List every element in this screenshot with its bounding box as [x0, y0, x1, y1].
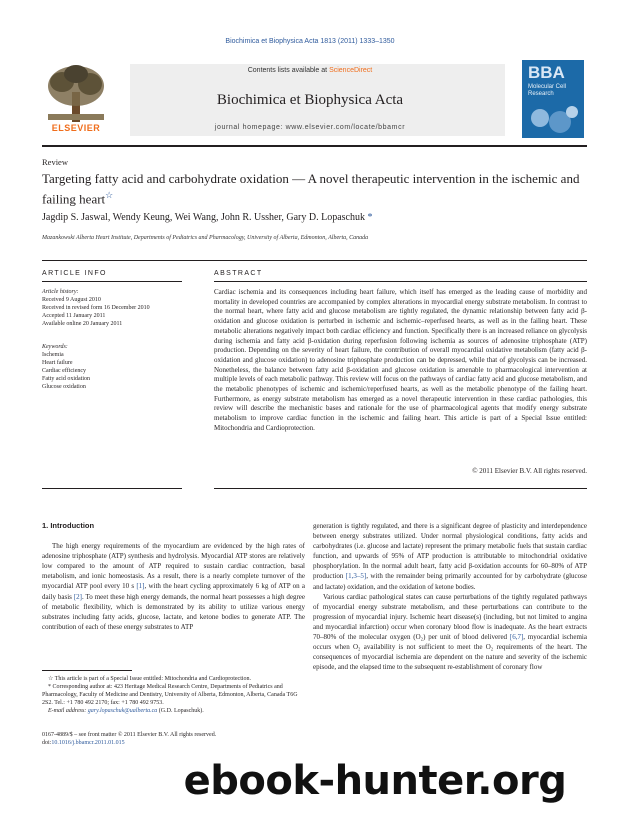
introduction-heading: 1. Introduction [42, 521, 95, 530]
doi-link[interactable]: 10.1016/j.bbamcr.2011.01.015 [51, 740, 125, 746]
cover-subtitle: Molecular Cell Research [528, 84, 567, 97]
keywords [42, 343, 202, 391]
info-rule [42, 281, 182, 282]
title-footnote-mark[interactable]: ☆ [105, 190, 114, 200]
history-label: Article history: [42, 289, 79, 295]
author-list: Jagdip S. Jaswal, Wendy Keung, Wei Wang, John R. Ussher, Gary D. Lopaschuk * [42, 212, 373, 223]
left-column [42, 521, 305, 632]
sciencedirect-link[interactable]: ScienceDirect [329, 67, 373, 74]
watermark: ebook-hunter.org [183, 758, 567, 804]
article-type: Review [42, 157, 68, 167]
section-rule [42, 260, 587, 261]
article-title: Targeting fatty acid and carbohydrate oxidation — A novel therapeutic intervention in the ischemic and failing heart☆ [42, 171, 580, 207]
article-info-heading: ARTICLE INFO [42, 270, 107, 277]
keywords-label: Keywords: [42, 344, 68, 350]
abstract-copyright: © 2011 Elsevier B.V. All rights reserved. [472, 467, 587, 475]
history-item: Received 9 August 2010 [42, 297, 101, 303]
keyword: Ischemia [42, 352, 64, 358]
issn-block [42, 731, 216, 747]
keyword: Heart failure [42, 360, 73, 366]
corresponding-author-note: * Corresponding author at: 423 Heritage Medical Research Centre, Departments of Pediatrics and Pharmacology, Faculty of Medicine and Dentistry, University of Alberta, Edmonton, Alberta, Canada T6G 2S2. Tel.: +1 780 492 2170; fax: +1 780 492 9753. [42, 684, 298, 706]
history-item: Available online 20 January 2011 [42, 321, 123, 327]
citation-link[interactable]: [6,7] [509, 633, 524, 642]
elsevier-wordmark: ELSEVIER [51, 123, 101, 133]
email-line: E-mail address: gary.lopaschuk@ualberta.ca (G.D. Lopaschuk). [48, 708, 204, 714]
abstract-bottom-rule [214, 488, 587, 489]
contents-line: Contents lists available at ScienceDirect [247, 67, 373, 74]
abstract-rule [214, 281, 587, 282]
header-rule [42, 145, 587, 147]
issn-line: 0167-4889/$ – see front matter © 2011 Elsevier B.V. All rights reserved. [42, 732, 217, 738]
right-column [313, 521, 587, 672]
abstract-heading: ABSTRACT [214, 270, 263, 277]
journal-title: Biochimica et Biophysica Acta [216, 92, 404, 108]
history-item: Accepted 11 January 2011 [42, 313, 106, 319]
journal-reference[interactable]: Biochimica et Biophysica Acta 1813 (2011) 1333–1350 [225, 38, 395, 45]
keyword: Fatty acid oxidation [42, 376, 90, 382]
abstract-text: Cardiac ischemia and its consequences including heart failure, which itself has emerged as the leading cause of morbidity and mortality in developed countries are accompanied by complex alterations in myocardial energy substrate metabolism. In contrast to the normal heart, where fatty acid and glucose metabolism are tightly regulated, the dynamic relationship between fatty acid β-oxidation and glucose oxidation is perturbed in ischemic and ischemic–reperfused hearts, as well as in the failing heart. These metabolic alterations negatively impact both cardiac efficiency and function. Specifically there is an increased reliance on glycolysis during ischemia and fatty acid β-oxidation during reperfusion following ischemia as sources of adenosine triphosphate (ATP) production. Depending on the severity of heart failure, the contribution of overall myocardial oxidative metabolism (fatty acid β-oxidation and glucose oxidation) to adenosine triphosphate production can be depressed, while that of glycolysis can be increased. Nonetheless, the balance between fatty acid β-oxidation and glucose oxidation is amenable to pharmacological intervention at multiple levels of each metabolic pathway. This review will focus on the pathways of cardiac fatty acid and glucose metabolism, and the metabolic phenotypes of ischemic and ischemic/reperfused hearts, as well as the metabolic phenotype of the failing heart. Furthermore, as energy substrate metabolism has emerged as a novel therapeutic intervention in these cardiac pathologies, this review will describe the mechanistic bases and rationale for the use of pharmacological agents that modify energy substrate metabolism to improve cardiac function in the ischemic and failing heart. This article is part of a Special Issue entitled: Mitochondria and Cardioprotection. [214, 288, 587, 432]
doi-line: doi:10.1016/j.bbamcr.2011.01.015 [42, 740, 125, 746]
footnote-rule [42, 670, 132, 671]
intro-paragraph: The high energy requirements of the myocardium are evidenced by the high rates of adenosine triphosphate (ATP) synthesis and hydrolysis. Myocardial ATP stores are relatively low compared to the amount of ATP required to sustain cardiac contraction, basal metabolism, and ionic homeostasis. As a result, there is a nearly complete turnover of the myocardial ATP pool every 10 s [1], with the heart cycling approximately 6 kg of ATP on a daily basis [2]. To meet these high energy demands, the normal heart possesses a high degree of metabolic flexibility, which is demonstrated by its ability to utilize various energy substrates including fatty acids, glucose, lactate, and ketone bodies to generate ATP. The contribution of each of these energy substrates to ATP [42, 542, 305, 631]
journal-cover [522, 60, 584, 138]
keyword: Glucose oxidation [42, 384, 86, 390]
affiliation: Mazankowski Alberta Heart Institute, Departments of Pediatrics and Pharmacology, University of Alberta, Edmonton, Alberta, Canada [42, 235, 369, 241]
keyword: Cardiac efficiency [42, 368, 87, 374]
article-history [42, 288, 202, 328]
info-bottom-rule [42, 488, 182, 489]
history-item: Received in revised form 16 December 2010 [42, 305, 150, 311]
cover-title: BBA [528, 63, 565, 82]
citation-link[interactable]: [1] [136, 582, 145, 591]
body-paragraph: Various cardiac pathological states can cause perturbations of the tightly regulated pathways of myocardial energy substrate metabolism, and these perturbations can contribute to the progression of myocardial injury. Ischemic heart disease(s) (including, but not limited to angina and myocardial infarction) occur when coronary blood flow is inadequate. As the heart extracts 70–80% of the molecular oxygen (O₂) per unit of blood delivered [6,7], myocardial ischemia occurs when O₂ availability is not sufficient to meet the O₂ requirements of the heart. The consequences of myocardial ischemia are dependent on the nature and severity of the ischemic episode, and the elapsed time to the subsequent re-establishment of coronary flow [313, 592, 587, 672]
email-link[interactable]: gary.lopaschuk@ualberta.ca [87, 708, 158, 714]
corresponding-mark[interactable]: * [364, 212, 373, 223]
footnotes [42, 675, 305, 715]
body-paragraph: generation is tightly regulated, and there is a significant degree of plasticity and interdependence between energy substrates utilized. Under normal physiological conditions, fatty acids and carbohydrates (i.e. glucose and lactate) represent the primary metabolic fuels that sustain cardiac function, and upwards of 95% of ATP production is attributable to mitochondrial oxidative phosphorylation. In the normal adult heart, fatty acid β-oxidation accounts for 60–80% of ATP production [1,3–5], with the remainder being primarily accounted for by carbohydrate (glucose and lactate) oxidation, and the oxidation of ketone bodies. [313, 522, 587, 591]
citation-link[interactable]: [2] [73, 592, 82, 601]
cover-graphic [526, 104, 580, 134]
special-issue-note: ☆ This article is part of a Special Issue entitled: Mitochondria and Cardioprotection. [48, 676, 252, 682]
citation-link[interactable]: [1,3–5] [345, 572, 367, 581]
journal-homepage[interactable]: journal homepage: www.elsevier.com/locate/bbamcr [214, 124, 406, 131]
